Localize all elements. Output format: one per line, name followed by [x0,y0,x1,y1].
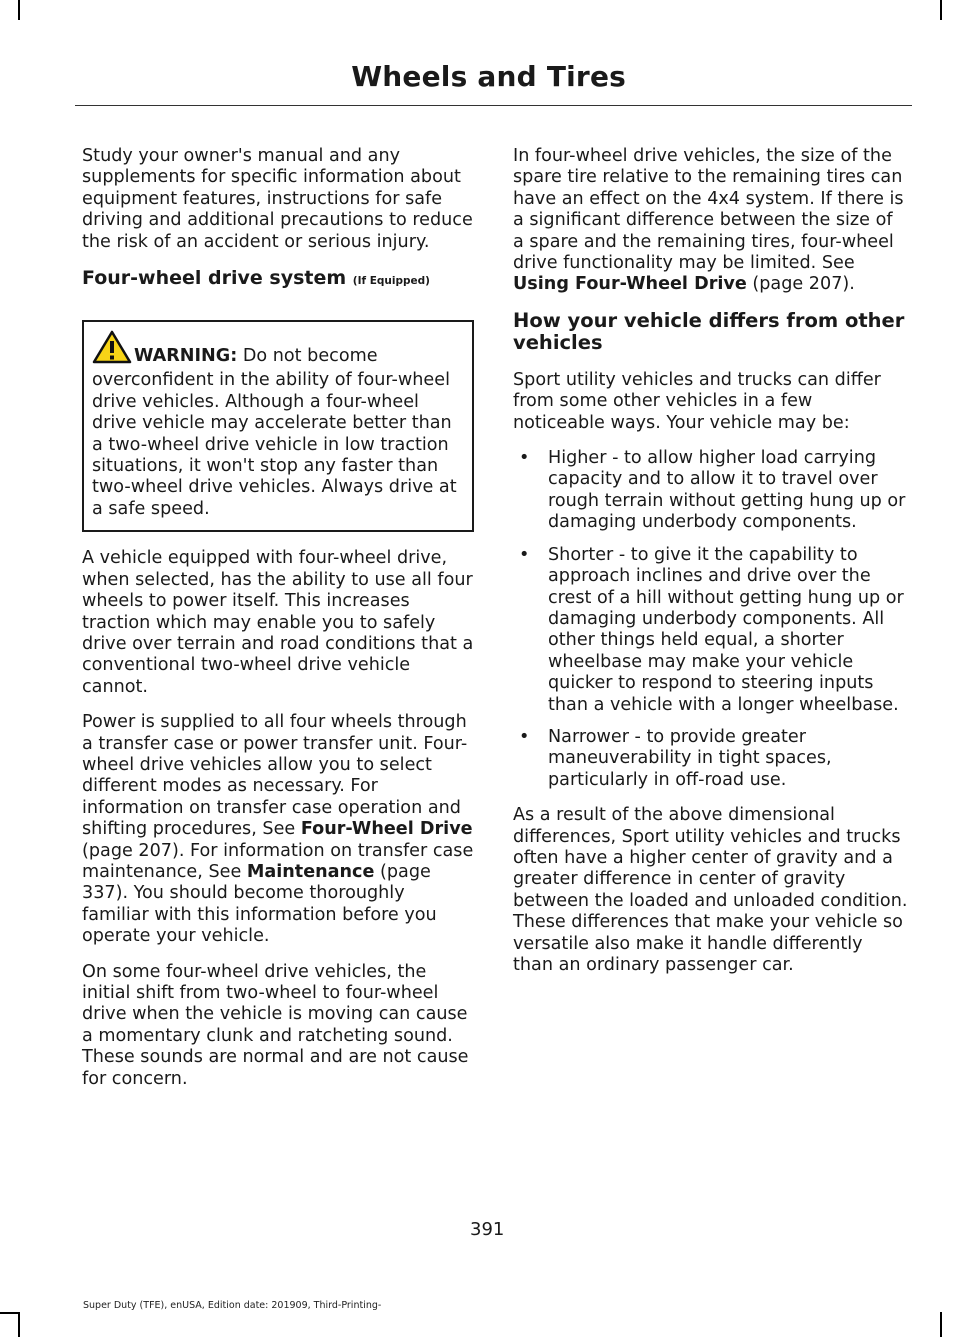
heading-qualifier: (If Equipped) [352,275,430,288]
warning-text: Do not become overconfident in the ability of four-wheel drive vehicles. Although a four-wheel drive vehicle may accelerate better than a two-wheel drive vehicle in low traction situations, it won't stop any faster than two-wheel drive vehicles. Always drive at a safe speed. [92,346,457,519]
page-number: 391 [470,1219,505,1240]
right-column [513,146,908,990]
crop-mark-top-left [18,0,20,20]
list-item-text: Narrower - to provide greater maneuverability in tight spaces, particularly in off-road use. [548,726,832,790]
text-run: (page 207). [746,274,855,295]
warning-label: WARNING: [134,346,238,367]
page-header-title: Wheels and Tires [351,60,626,93]
bullet-glyph: • [519,448,530,469]
crop-mark-bottom-left-h [0,1312,20,1314]
footer-edition-info: Super Duty (TFE), enUSA, Edition date: 201909, Third-Printing- [83,1300,382,1311]
header-rule [75,105,912,106]
list-item [513,727,908,791]
list-item [513,448,908,534]
warning-triangle-icon [92,330,132,370]
link-four-wheel-drive[interactable]: Four-Wheel Drive [300,819,473,840]
heading-text: Four-wheel drive system [82,267,347,290]
bullet-glyph: • [519,726,530,747]
section-heading-four-wheel-drive [82,267,474,292]
text-run: Power is supplied to all four wheels through a transfer case or power transfer unit. Four-wheel drive vehicles allow you to select different modes as necessary. For information on transfer case operation and shifting procedures, See [82,712,468,840]
power-supply-paragraph [82,712,474,947]
differences-intro-paragraph: Sport utility vehicles and trucks can differ from some other vehicles in a few noticeable ways. Your vehicle may be: [513,369,881,433]
initial-shift-paragraph: On some four-wheel drive vehicles, the initial shift from two-wheel to four-wheel drive when the vehicle is moving can cause a momentary clunk and ratcheting sound. These sounds are normal and are not cause for concern. [82,961,469,1089]
section-heading-vehicle-differs: How your vehicle differs from other vehicles [513,308,905,354]
list-item-text: Higher - to allow higher load carrying capacity and to allow it to travel over rough terrain without getting hung up or damaging underbody components. [548,448,906,533]
warning-box [82,320,474,532]
result-paragraph: As a result of the above dimensional differences, Sport utility vehicles and trucks often have a higher center of gravity and a greater difference in center of gravity between the loaded and unloaded condition. These differences that make your vehicle so versatile also make it handle differently than an ordinary passenger car. [513,805,908,975]
list-item-text: Shorter - to give it the capability to approach inclines and drive over the crest of a hill without getting hung up or damaging underbody components. All other things held equal, a shorter wheelbase may make your vehicle quicker to respond to steering inputs than a vehicle with a longer wheelbase. [548,544,904,715]
crop-mark-bottom-right [940,1312,942,1337]
link-using-four-wheel-drive[interactable]: Using Four-Wheel Drive [513,274,747,295]
differences-list [513,448,908,791]
list-item [513,545,908,716]
crop-mark-bottom-left [18,1312,20,1337]
text-run: (page 207). For information on transfer case maintenance, See [82,840,474,882]
text-run: In four-wheel drive vehicles, the size of the spare tire relative to the remaining tires can have an effect on the 4x4 system. If there is a significant difference between the size of a spare and the remaining tires, four-wheel drive functionality may be limited. See [513,146,904,274]
bullet-glyph: • [519,544,530,565]
four-wheel-intro-paragraph: A vehicle equipped with four-wheel drive, when selected, has the ability to use all four wheels to power itself. This increases traction which may enable you to safely drive over terrain and road conditions that a conventional two-wheel drive vehicle cannot. [82,548,474,697]
link-maintenance[interactable]: Maintenance [246,861,375,882]
crop-mark-top-right [940,0,942,20]
left-column [82,146,474,1104]
text-run: (page 337). You should become thoroughly familiar with this information before you operate your vehicle. [82,861,437,947]
intro-paragraph: Study your owner's manual and any supplements for specific information about equipment features, instructions for safe driving and additional precautions to reduce the risk of an accident or serious injury. [82,146,473,252]
spare-tire-paragraph [513,146,908,296]
